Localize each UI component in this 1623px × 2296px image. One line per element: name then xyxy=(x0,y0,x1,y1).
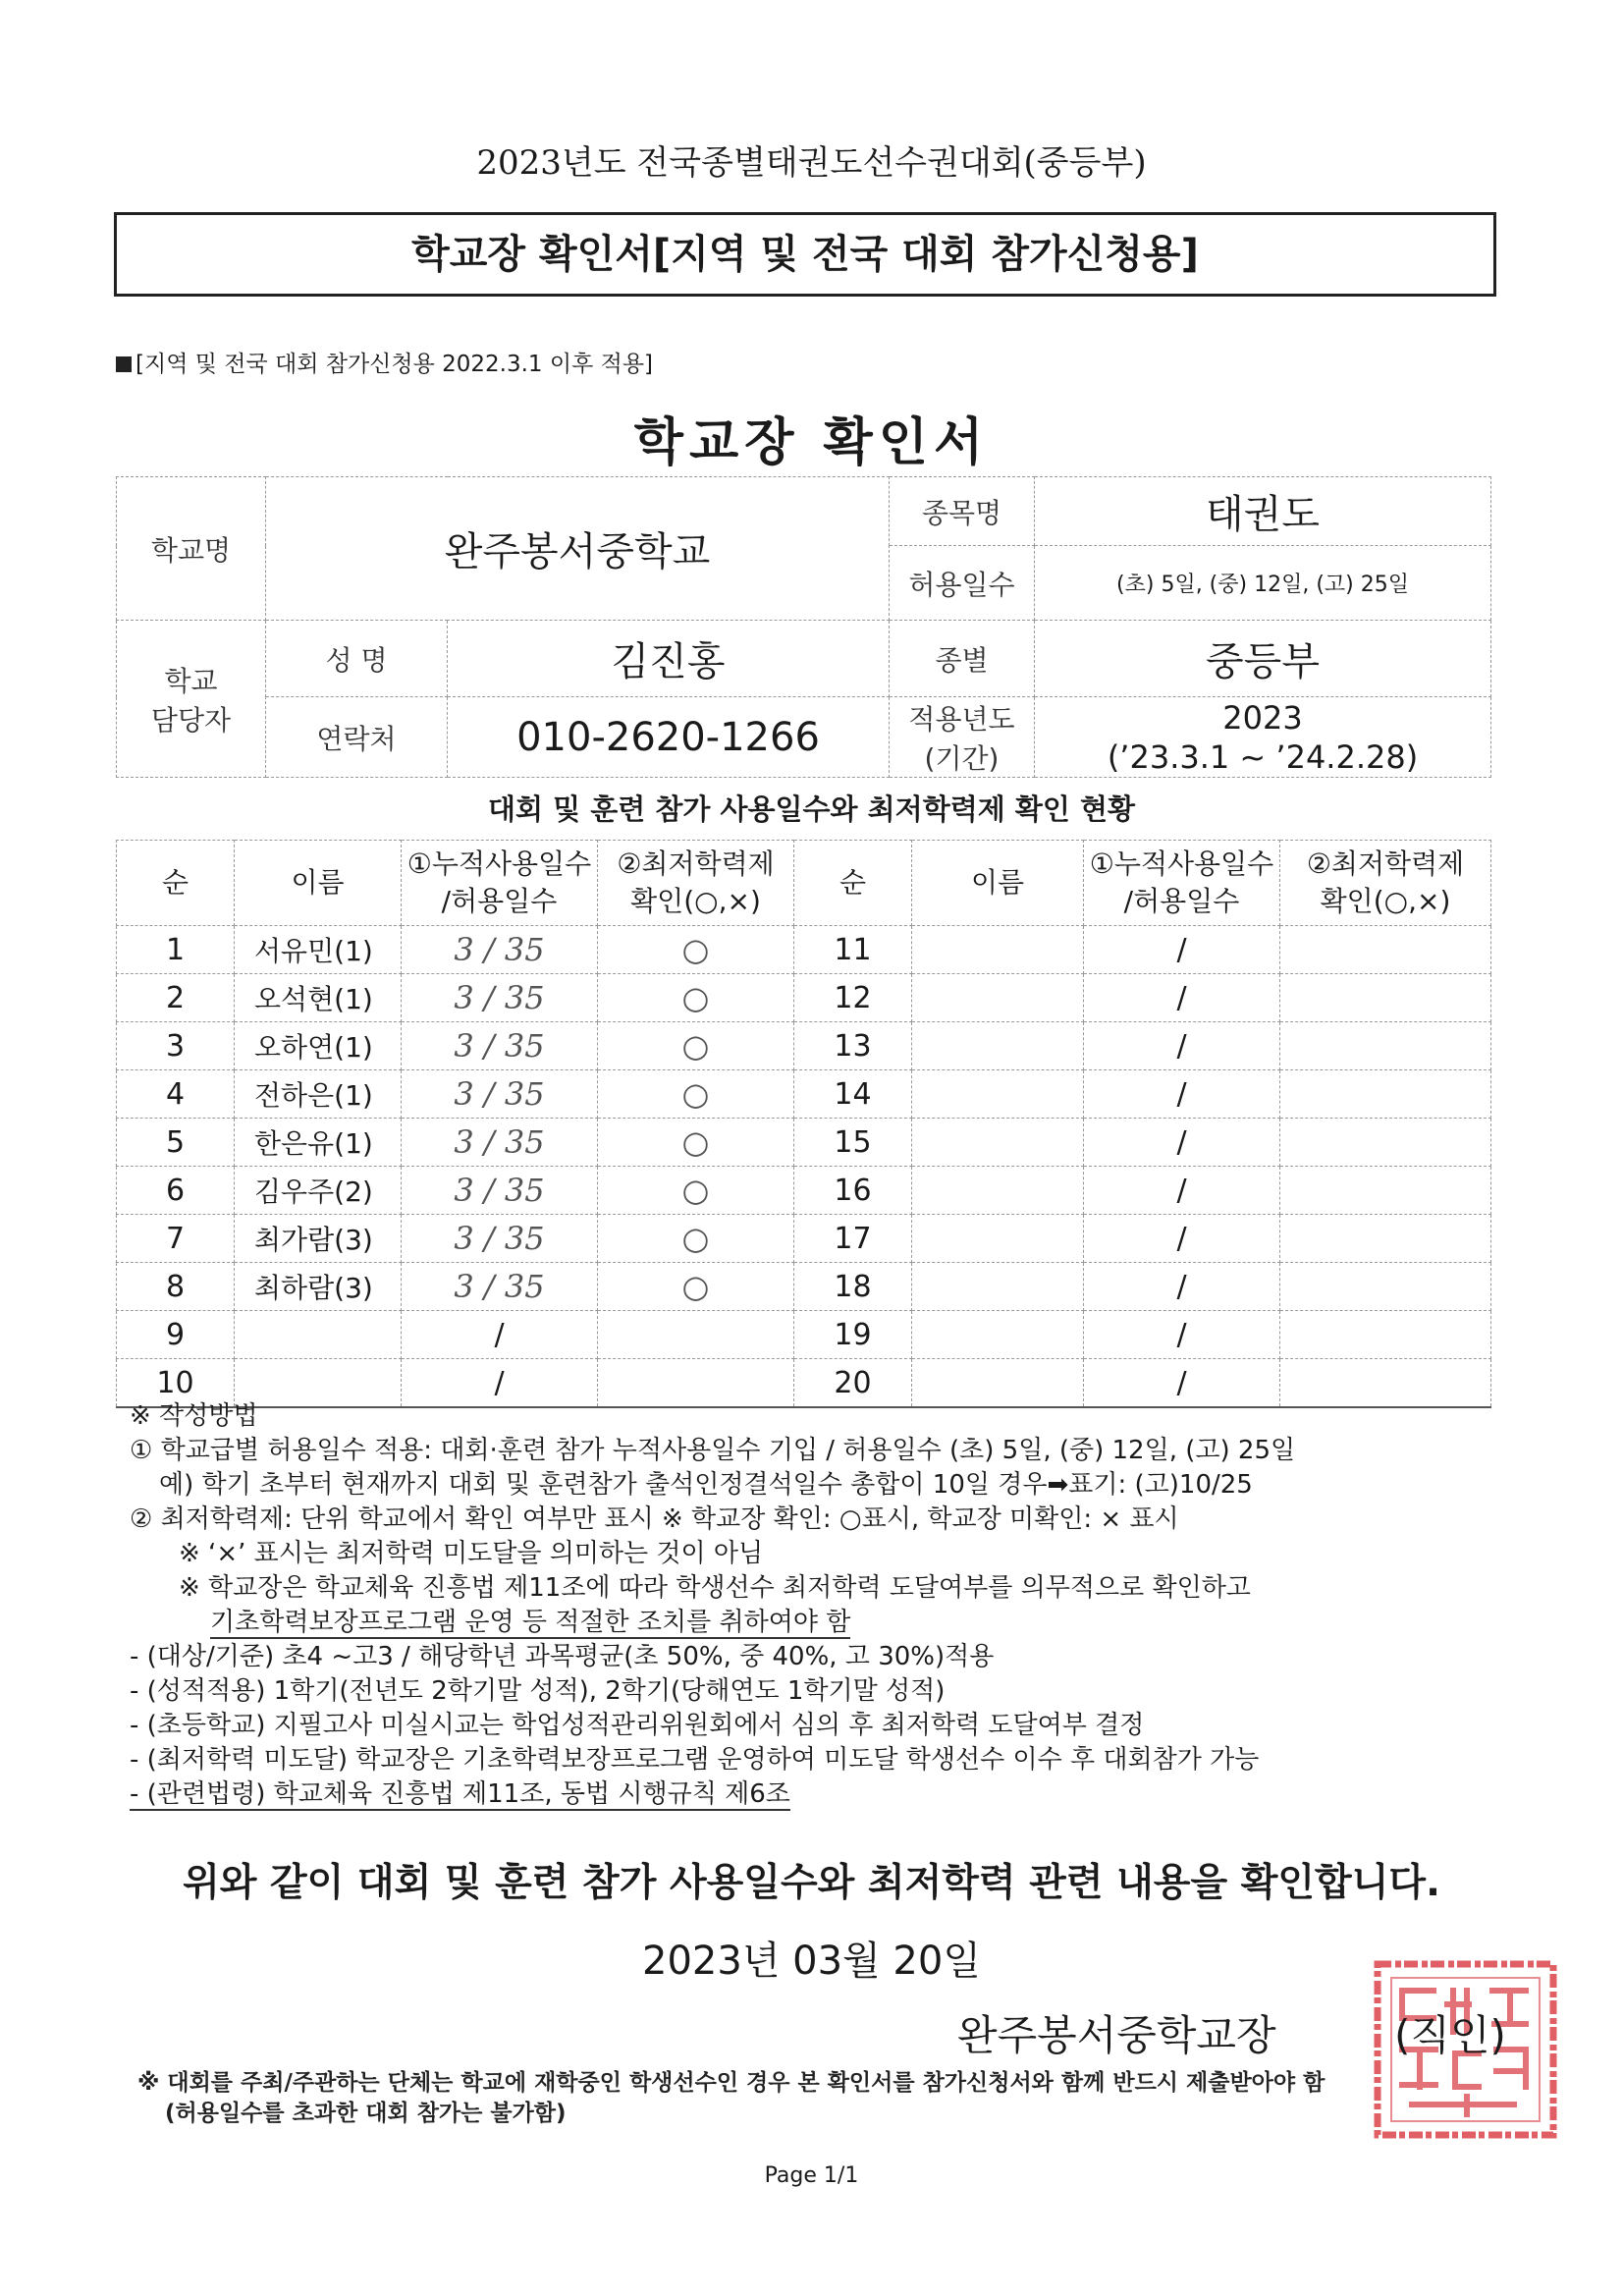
row-name: 한은유(1) xyxy=(235,1119,402,1167)
header-days-line2: /허용일수 xyxy=(441,885,558,917)
row-check: ○ xyxy=(598,1215,794,1263)
row-check xyxy=(1280,1311,1491,1359)
header-days-right xyxy=(1084,841,1280,926)
year-label-line2: (기간) xyxy=(924,741,1000,775)
row-no: 6 xyxy=(117,1167,235,1215)
row-days: / xyxy=(1084,1311,1280,1359)
instruction-line-9: - (초등학교) 지필고사 미실시교는 학업성적관리위원회에서 심의 후 최저학력 도달여부 결정 xyxy=(130,1711,1145,1740)
category-label: 종별 xyxy=(890,621,1035,697)
instruction-line-5: ※ 학교장은 학교체육 진흥법 제11조에 따라 학생선수 최저학력 도달여부를 의무적으로 확인하고 xyxy=(179,1573,1251,1603)
row-check: ○ xyxy=(598,1263,794,1311)
row-no: 4 xyxy=(117,1070,235,1119)
contact-label xyxy=(117,621,266,778)
header-days-line1: ①누적사용일수 xyxy=(406,847,592,880)
row-no: 10 xyxy=(117,1359,235,1408)
row-check: ○ xyxy=(598,1119,794,1167)
footnote-line2: (허용일수를 초과한 대회 참가는 불가함) xyxy=(165,2101,567,2126)
document-title: 학교장 확인서 xyxy=(633,413,990,472)
row-no: 15 xyxy=(794,1119,912,1167)
row-name: 서유민(1) xyxy=(235,926,402,974)
title-box-text: 학교장 확인서[지역 및 전국 대회 참가신청용] xyxy=(411,232,1199,277)
instruction-line-4: ※ ‘×’ 표시는 최저학력 미도달을 의미하는 것이 아님 xyxy=(179,1539,764,1568)
row-no: 13 xyxy=(794,1022,912,1070)
header-check-line2: 확인(○,×) xyxy=(630,885,761,917)
instruction-line-1: ① 학교급별 허용일수 적용: 대회·훈련 참가 누적사용일수 기입 / 허용일수 (초) 5일, (중) 12일, (고) 25일 xyxy=(130,1436,1296,1465)
header-no-left: 순 xyxy=(117,841,235,926)
notice-line xyxy=(116,346,653,378)
row-no: 14 xyxy=(794,1070,912,1119)
principal-title: 완주봉서중학교장 xyxy=(957,2011,1276,2059)
name-value: 김진홍 xyxy=(448,621,890,697)
instruction-line-8: - (성적적용) 1학기(전년도 2학기말 성적), 2학기(당해연도 1학기말 성적) xyxy=(130,1676,946,1706)
row-no: 16 xyxy=(794,1167,912,1215)
row-name xyxy=(912,1215,1084,1263)
row-days: / xyxy=(1084,1263,1280,1311)
phone-value: 010-2620-1266 xyxy=(448,697,890,778)
section-title: 대회 및 훈련 참가 사용일수와 최저학력제 확인 현황 xyxy=(488,793,1135,826)
title-box xyxy=(114,212,1496,297)
instructions-heading: ※ 작성방법 xyxy=(130,1401,258,1431)
table-row xyxy=(117,926,1491,974)
row-days: / xyxy=(402,1359,598,1408)
row-name xyxy=(912,1311,1084,1359)
table-row xyxy=(117,1263,1491,1311)
row-days: 3 / 35 xyxy=(402,1263,598,1311)
row-check xyxy=(1280,1215,1491,1263)
school-name-label: 학교명 xyxy=(117,477,266,621)
name-label: 성 명 xyxy=(266,621,448,697)
table-row xyxy=(117,1167,1491,1215)
sport-value: 태권도 xyxy=(1035,477,1491,546)
row-no: 12 xyxy=(794,974,912,1022)
row-check xyxy=(1280,1119,1491,1167)
row-name xyxy=(912,926,1084,974)
row-check xyxy=(598,1311,794,1359)
allowed-days-value: (초) 5일, (중) 12일, (고) 25일 xyxy=(1035,546,1491,621)
row-days: 3 / 35 xyxy=(402,1167,598,1215)
school-name-value: 완주봉서중학교 xyxy=(266,477,890,621)
instruction-line-2: 예) 학기 초부터 현재까지 대회 및 훈련참가 출석인정결석일수 총합이 10일 경우➡표기: (고)10/25 xyxy=(159,1470,1253,1500)
row-days: / xyxy=(402,1311,598,1359)
table-row xyxy=(117,1215,1491,1263)
header-no-right: 순 xyxy=(794,841,912,926)
info-table xyxy=(116,476,1491,778)
row-no: 18 xyxy=(794,1263,912,1311)
row-name xyxy=(912,1022,1084,1070)
row-name xyxy=(912,1167,1084,1215)
instruction-line-11-text: - (관련법령) 학교체육 진흥법 제11조, 동법 시행규칙 제6조 xyxy=(130,1779,790,1809)
row-check xyxy=(1280,926,1491,974)
row-check xyxy=(1280,974,1491,1022)
table-row xyxy=(117,974,1491,1022)
row-days: 3 / 35 xyxy=(402,974,598,1022)
header-check-line2: 확인(○,×) xyxy=(1320,885,1451,917)
athlete-table xyxy=(116,840,1491,1408)
row-name xyxy=(235,1311,402,1359)
row-check: ○ xyxy=(598,974,794,1022)
row-check xyxy=(1280,1070,1491,1119)
row-days: / xyxy=(1084,926,1280,974)
row-name: 최하람(3) xyxy=(235,1263,402,1311)
header-days-left xyxy=(402,841,598,926)
row-check: ○ xyxy=(598,926,794,974)
instruction-line-6 xyxy=(130,1606,1524,1640)
instruction-line-11 xyxy=(130,1777,1524,1812)
table-row xyxy=(117,1022,1491,1070)
square-bullet-icon xyxy=(116,356,132,372)
row-days: 3 / 35 xyxy=(402,926,598,974)
phone-label: 연락처 xyxy=(266,697,448,778)
row-name: 오석현(1) xyxy=(235,974,402,1022)
row-name: 전하은(1) xyxy=(235,1070,402,1119)
instruction-line-3: ② 최저학력제: 단위 학교에서 확인 여부만 표시 ※ 학교장 확인: ○표시, 학교장 미확인: × 표시 xyxy=(130,1504,1179,1534)
row-days: / xyxy=(1084,1215,1280,1263)
row-no: 17 xyxy=(794,1215,912,1263)
table-row xyxy=(117,1311,1491,1359)
table-row xyxy=(117,1070,1491,1119)
row-no: 7 xyxy=(117,1215,235,1263)
sport-label: 종목명 xyxy=(890,477,1035,546)
event-heading: 2023년도 전국종별태권도선수권대회(중등부) xyxy=(476,143,1147,183)
row-days: / xyxy=(1084,1070,1280,1119)
allowed-days-label: 허용일수 xyxy=(890,546,1035,621)
footnote-line1: ※ 대회를 주최/주관하는 단체는 학교에 재학중인 학생선수인 경우 본 확인서를 참가신청서와 함께 반드시 제출받아야 함 xyxy=(137,2070,1325,2096)
page-number: Page 1/1 xyxy=(764,2163,859,2188)
seal-label: (직인) xyxy=(1394,2011,1506,2059)
row-check xyxy=(1280,1022,1491,1070)
row-name xyxy=(912,1070,1084,1119)
row-check xyxy=(1280,1263,1491,1311)
row-check xyxy=(1280,1167,1491,1215)
year-text: 2023 xyxy=(1222,698,1303,737)
row-name xyxy=(912,1263,1084,1311)
row-no: 5 xyxy=(117,1119,235,1167)
confirmation-statement: 위와 같이 대회 및 훈련 참가 사용일수와 최저학력 관련 내용을 확인합니다. xyxy=(183,1861,1440,1905)
row-no: 1 xyxy=(117,926,235,974)
contact-label-line1: 학교 xyxy=(164,664,218,697)
row-days: / xyxy=(1084,974,1280,1022)
row-name: 김우주(2) xyxy=(235,1167,402,1215)
row-check: ○ xyxy=(598,1167,794,1215)
year-label xyxy=(890,697,1035,778)
row-days: 3 / 35 xyxy=(402,1022,598,1070)
row-no: 8 xyxy=(117,1263,235,1311)
category-value: 중등부 xyxy=(1035,621,1491,697)
instruction-line-10: - (최저학력 미도달) 학교장은 기초학력보장프로그램 운영하여 미도달 학생선수 이수 후 대회참가 가능 xyxy=(130,1745,1260,1775)
header-check-line1: ②최저학력제 xyxy=(617,847,775,880)
header-check-left xyxy=(598,841,794,926)
row-no: 9 xyxy=(117,1311,235,1359)
instructions xyxy=(130,1399,1524,1812)
row-days: 3 / 35 xyxy=(402,1215,598,1263)
row-no: 11 xyxy=(794,926,912,974)
header-days-line2: /허용일수 xyxy=(1123,885,1240,917)
header-name-right: 이름 xyxy=(912,841,1084,926)
row-days: / xyxy=(1084,1119,1280,1167)
header-name-left: 이름 xyxy=(235,841,402,926)
row-no: 20 xyxy=(794,1359,912,1408)
row-check: ○ xyxy=(598,1022,794,1070)
header-days-line1: ①누적사용일수 xyxy=(1089,847,1274,880)
row-days: 3 / 35 xyxy=(402,1070,598,1119)
footnote xyxy=(137,2068,1551,2129)
period-text: (’23.3.1 ~ ’24.2.28) xyxy=(1107,738,1419,776)
year-label-line1: 적용년도 xyxy=(908,702,1015,736)
notice-text: [지역 및 전국 대회 참가신청용 2022.3.1 이후 적용] xyxy=(135,352,654,377)
header-check-right xyxy=(1280,841,1491,926)
row-name: 최가람(3) xyxy=(235,1215,402,1263)
year-value xyxy=(1035,697,1491,778)
row-no: 3 xyxy=(117,1022,235,1070)
instruction-line-6-text: 기초학력보장프로그램 운영 등 적절한 조치를 취하여야 함 xyxy=(210,1608,851,1637)
row-days: 3 / 35 xyxy=(402,1119,598,1167)
instruction-line-7: - (대상/기준) 초4 ~고3 / 해당학년 과목평균(초 50%, 중 40%, 고 30%)적용 xyxy=(130,1642,995,1671)
table-row xyxy=(117,1119,1491,1167)
row-no: 19 xyxy=(794,1311,912,1359)
row-days: / xyxy=(1084,1359,1280,1408)
header-check-line1: ②최저학력제 xyxy=(1306,847,1465,880)
row-name: 오하연(1) xyxy=(235,1022,402,1070)
row-check: ○ xyxy=(598,1070,794,1119)
date-line: 2023년 03월 20일 xyxy=(642,1939,981,1984)
row-name xyxy=(912,974,1084,1022)
row-name xyxy=(912,1119,1084,1167)
contact-label-line2: 담당자 xyxy=(150,703,232,737)
row-days: / xyxy=(1084,1022,1280,1070)
row-days: / xyxy=(1084,1167,1280,1215)
row-no: 2 xyxy=(117,974,235,1022)
